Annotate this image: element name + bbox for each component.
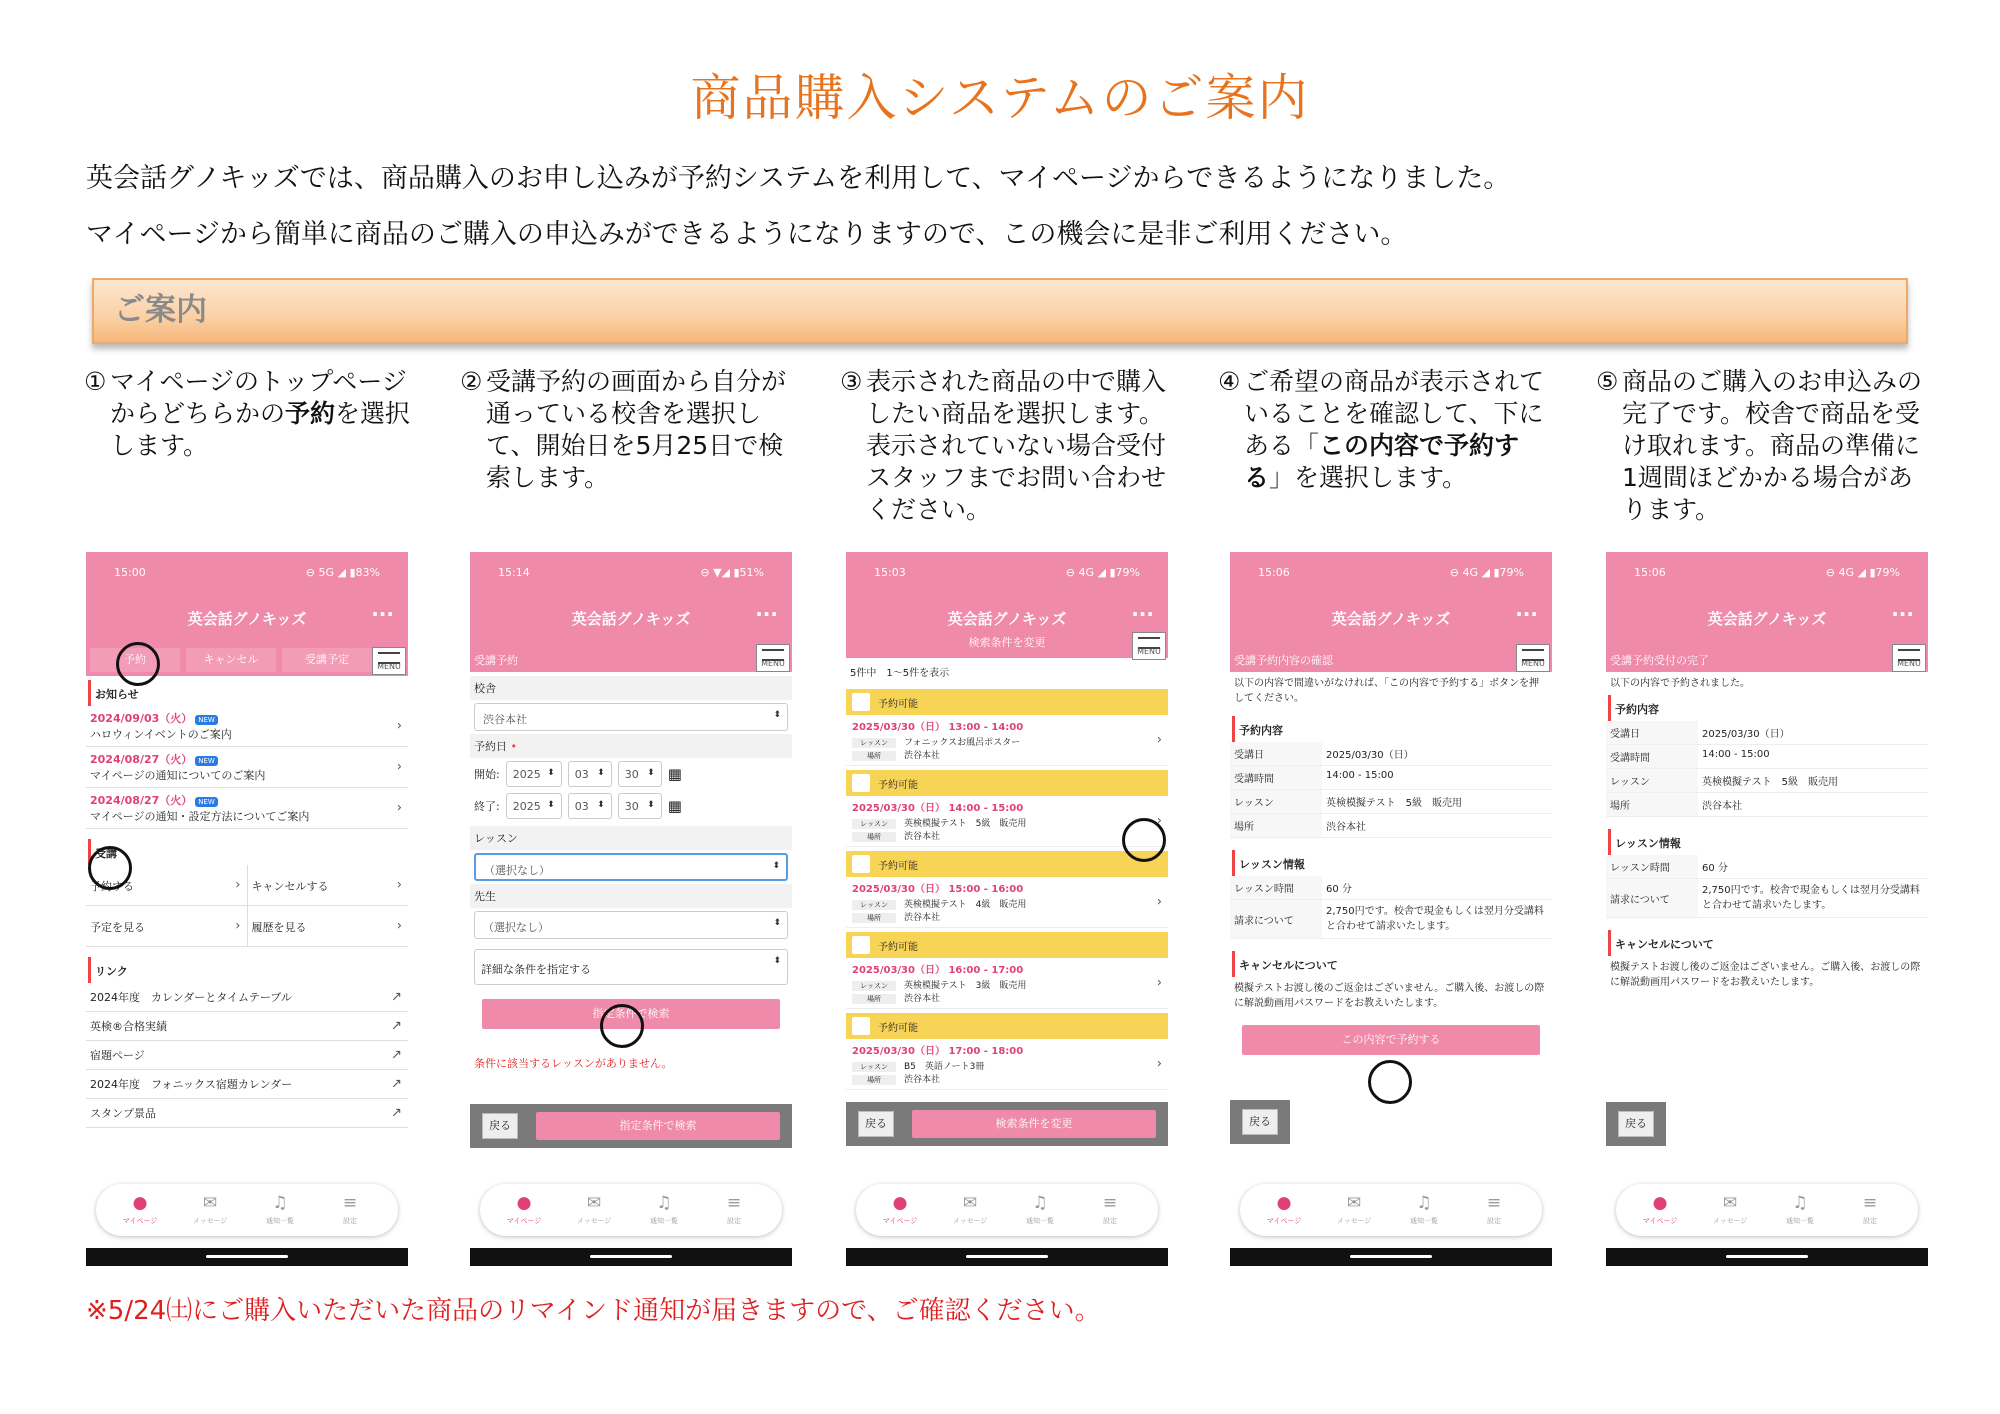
- teacher-select[interactable]: （選択なし） ⬍: [474, 911, 788, 939]
- step-number: ①: [84, 367, 107, 396]
- step-bold: この内容で予約する: [1244, 431, 1520, 492]
- availability-badge: 予約可能: [846, 770, 1168, 796]
- step-5: [1596, 366, 1926, 526]
- link-item[interactable]: 2024年度 フォニックス宿題カレンダー ↗: [86, 1070, 408, 1099]
- chevron-right-icon: ›: [1156, 975, 1162, 991]
- tag-lesson: レッスン: [852, 981, 896, 991]
- settings-icon: ≡: [1862, 1193, 1878, 1213]
- news-item[interactable]: 2024/08/27（火） NEW マイページの通知・設定方法についてご案内 ›: [86, 788, 408, 829]
- message-icon: ✉: [202, 1193, 218, 1213]
- step-text: を選択します。: [110, 399, 411, 460]
- nav-mypage[interactable]: ● マイページ: [494, 1190, 554, 1226]
- more-icon[interactable]: ···: [1515, 602, 1538, 626]
- phone-complete: [1606, 552, 1928, 1266]
- calendar-icon[interactable]: ▦: [667, 797, 682, 815]
- person-icon: ●: [1276, 1193, 1292, 1213]
- tab-cancel[interactable]: キャンセル: [186, 648, 276, 672]
- step-text: 」を選択します。: [1269, 463, 1468, 492]
- bottom-nav: [1240, 1184, 1542, 1236]
- calendar-icon[interactable]: ▦: [667, 765, 682, 783]
- bell-icon: ♫: [1416, 1193, 1432, 1213]
- home-indicator: [86, 1248, 408, 1266]
- school-label: 校舎: [470, 676, 792, 700]
- detail-row: 受講日 2025/03/30（日）: [1606, 721, 1928, 745]
- home-indicator: [846, 1248, 1168, 1266]
- nav-notice[interactable]: ♫ 通知一覧: [250, 1190, 310, 1226]
- section-cancel: キャンセルについて: [1232, 951, 1552, 977]
- status-icons: ⊖ 4G ◢ ▮79%: [1449, 566, 1524, 579]
- step-3: [840, 366, 1170, 526]
- detail-row: レッスン 英検模擬テスト 5級 販売用: [1230, 790, 1552, 814]
- lesson-date: 2025/03/30（日） 15:00 - 16:00: [852, 884, 1024, 895]
- detail-row: レッスン時間 60 分: [1230, 876, 1552, 900]
- app-title: 英会話グノキッズ: [947, 610, 1067, 628]
- step-number: ⑤: [1596, 367, 1619, 396]
- chevron-right-icon: ›: [396, 718, 402, 734]
- availability-badge: 予約可能: [846, 851, 1168, 877]
- section-news: お知らせ: [88, 680, 408, 706]
- lesson-label: レッスン: [470, 826, 792, 850]
- menu-button[interactable]: MENU: [1892, 644, 1926, 672]
- step-text: 受講予約の画面から自分が通っている校舎を選択して、開始日を5月25日で検索します。: [486, 367, 787, 492]
- lesson-date: 2025/03/30（日） 13:00 - 14:00: [852, 722, 1024, 733]
- person-icon: ●: [892, 1193, 908, 1213]
- step-number: ②: [460, 367, 483, 396]
- intro-line-2: マイページから簡単に商品のご購入の申込みができるようになりますので、この機会に是非ご利用ください。: [86, 219, 1408, 250]
- app-title: 英会話グノキッズ: [571, 610, 691, 628]
- highlight-circle: [116, 642, 160, 686]
- availability-badge: 予約可能: [846, 1013, 1168, 1039]
- detail-row: 受講時間 14:00 - 15:00: [1230, 766, 1552, 790]
- status-time: 15:03: [874, 566, 906, 579]
- end-date-row: 終了: 2025 ⬍ 03 ⬍ 30 ⬍ ▦: [470, 790, 792, 822]
- nav-mypage[interactable]: ● マイページ: [1254, 1190, 1314, 1226]
- nav-settings[interactable]: ≡ 設定: [1080, 1190, 1140, 1226]
- page-bar: [1606, 646, 1928, 672]
- link-item[interactable]: 英検®合格実績 ↗: [86, 1012, 408, 1041]
- confirm-button[interactable]: この内容で予約する: [1242, 1025, 1540, 1055]
- detail-row: 請求について 2,750円です。校舎で現金もしくは翌月分受講料と合わせて請求いたします。: [1606, 879, 1928, 918]
- external-link-icon: ↗: [391, 1076, 402, 1092]
- detail-row: 場所 渋谷本社: [1230, 814, 1552, 838]
- section-links: リンク: [88, 957, 408, 983]
- nav-message[interactable]: ✉ メッセージ: [180, 1190, 240, 1226]
- page-bar-title: 受講予約内容の確認: [1234, 654, 1333, 667]
- lesson-place: 渋谷本社: [904, 832, 941, 842]
- status-time: 15:06: [1258, 566, 1290, 579]
- home-indicator: [1230, 1248, 1552, 1266]
- change-filter-bar: [846, 628, 1168, 658]
- complete-intro: 以下の内容で予約されました。: [1610, 678, 1750, 689]
- lesson-date: 2025/03/30（日） 16:00 - 17:00: [852, 965, 1024, 976]
- external-link-icon: ↗: [391, 1105, 402, 1121]
- guide-banner: [92, 278, 1908, 344]
- bottom-nav: [480, 1184, 782, 1236]
- result-list: [846, 689, 1168, 1090]
- detail-toggle[interactable]: 詳細な条件を指定する ⬍: [474, 949, 788, 985]
- detail-row: レッスン時間 60 分: [1606, 855, 1928, 879]
- detail-row: 受講時間 14:00 - 15:00: [1606, 745, 1928, 769]
- news-item[interactable]: 2024/08/27（火） NEW マイページの通知についてのご案内 ›: [86, 747, 408, 788]
- lesson-card[interactable]: [846, 958, 1168, 1009]
- person-icon: ●: [516, 1193, 532, 1213]
- external-link-icon: ↗: [391, 1018, 402, 1034]
- intro-line-1: 英会話グノキッズでは、商品購入のお申し込みが予約システムを利用して、マイページからできるようになりました。: [86, 163, 1511, 194]
- footer-bar: [1606, 1102, 1666, 1146]
- link-item[interactable]: 宿題ページ ↗: [86, 1041, 408, 1070]
- phone-search: [470, 552, 792, 1266]
- link-item[interactable]: 2024年度 カレンダーとタイムテーブル ↗: [86, 983, 408, 1012]
- lesson-date: 2025/03/30（日） 14:00 - 15:00: [852, 803, 1024, 814]
- lesson-place: 渋谷本社: [904, 913, 941, 923]
- nav-notice[interactable]: ♫ 通知一覧: [1770, 1190, 1830, 1226]
- nav-notice[interactable]: ♫ 通知一覧: [1394, 1190, 1454, 1226]
- tab-reserve[interactable]: 予約: [90, 648, 180, 672]
- tag-place: 場所: [852, 913, 896, 923]
- home-indicator: [1606, 1248, 1928, 1266]
- tab-schedule[interactable]: 受講予定: [282, 648, 372, 672]
- nav-settings[interactable]: ≡ 設定: [1840, 1190, 1900, 1226]
- menu-button[interactable]: MENU: [1132, 632, 1166, 660]
- tag-place: 場所: [852, 832, 896, 842]
- chevron-right-icon: ›: [1156, 813, 1162, 829]
- step-1: [84, 366, 414, 462]
- step-text: ご希望の商品が表示されていることを確認して、下にある「: [1244, 367, 1545, 460]
- cancel-link[interactable]: キャンセルする ›: [251, 877, 402, 893]
- lesson-select[interactable]: （選択なし） ⬍: [474, 853, 788, 881]
- detail-row: 場所 渋谷本社: [1606, 793, 1928, 817]
- end-year[interactable]: 2025 ⬍: [506, 793, 562, 819]
- chevron-right-icon: ›: [1156, 1056, 1162, 1072]
- change-filter-button[interactable]: 検索条件を変更: [912, 1110, 1156, 1138]
- date-label: 予約日 •: [470, 734, 792, 758]
- nav-message[interactable]: ✉ メッセージ: [1700, 1190, 1760, 1226]
- status-icons: ⊖ 5G ◢ ▮83%: [305, 566, 380, 579]
- footer-bar: [846, 1102, 1168, 1146]
- cancel-policy: 模擬テストお渡し後のご返金はございません。ご購入後、お渡しの際に解説動画用パスワードをお教えいたします。: [1610, 962, 1921, 988]
- step-4: [1218, 366, 1548, 494]
- availability-badge: 予約可能: [846, 689, 1168, 715]
- tag-place: 場所: [852, 994, 896, 1004]
- back-button[interactable]: 戻る: [482, 1113, 518, 1139]
- status-icons: ⊖ 4G ◢ ▮79%: [1065, 566, 1140, 579]
- page-bar-title: 受講予約受付の完了: [1610, 654, 1709, 667]
- app-title: 英会話グノキッズ: [1331, 610, 1451, 628]
- step-number: ④: [1218, 367, 1241, 396]
- start-month[interactable]: 03 ⬍: [568, 761, 612, 787]
- lesson-name: B5 英語ノート3冊: [904, 1062, 985, 1072]
- menu-button[interactable]: MENU: [756, 644, 790, 672]
- start-date-row: 開始: 2025 ⬍ 03 ⬍ 30 ⬍ ▦: [470, 758, 792, 790]
- teacher-label: 先生: [470, 884, 792, 908]
- school-select[interactable]: 渋谷本社 ⬍: [474, 703, 788, 731]
- status-icons: ⊖ 4G ◢ ▮79%: [1825, 566, 1900, 579]
- bell-icon: ♫: [1792, 1193, 1808, 1213]
- highlight-circle: [600, 1004, 644, 1048]
- lesson-place: 渋谷本社: [904, 751, 941, 761]
- footer-bar: [1230, 1100, 1290, 1144]
- settings-icon: ≡: [342, 1193, 358, 1213]
- nav-mypage[interactable]: ● マイページ: [110, 1190, 170, 1226]
- chevron-right-icon: ›: [1156, 732, 1162, 748]
- lesson-place: 渋谷本社: [904, 994, 941, 1004]
- back-button[interactable]: 戻る: [1242, 1109, 1278, 1135]
- end-month[interactable]: 03 ⬍: [568, 793, 612, 819]
- detail-row: レッスン 英検模擬テスト 5級 販売用: [1606, 769, 1928, 793]
- section-cancel: キャンセルについて: [1608, 930, 1928, 956]
- page-bar: [470, 646, 792, 672]
- nav-settings[interactable]: ≡ 設定: [320, 1190, 380, 1226]
- lesson-name: 英検模擬テスト 4級 販売用: [904, 900, 1027, 910]
- highlight-circle: [88, 846, 132, 890]
- step-2: [460, 366, 800, 494]
- step-text: 商品のご購入のお申込みの完了です。校舎で商品を受け取れます。商品の準備に1週間ほどかかる場合があります。: [1622, 367, 1923, 524]
- tag-lesson: レッスン: [852, 1062, 896, 1072]
- status-icons: ⊖ ▼◢ ▮51%: [700, 566, 764, 579]
- cancel-policy: 模擬テストお渡し後のご返金はございません。ご購入後、お渡しの際に解説動画用パスワードをお教えいたします。: [1234, 983, 1545, 1009]
- chevron-right-icon: ›: [396, 800, 402, 816]
- status-time: 15:00: [114, 566, 146, 579]
- detail-row: 受講日 2025/03/30（日）: [1230, 742, 1552, 766]
- lesson-place: 渋谷本社: [904, 1075, 941, 1085]
- step-text: 表示された商品の中で購入したい商品を選択します。表示されていない場合受付スタッフまでお問い合わせください。: [866, 367, 1167, 524]
- reserve-link[interactable]: 予約する ›: [86, 865, 248, 905]
- section-lesson-info: レッスン情報: [1232, 850, 1552, 876]
- status-time: 15:14: [498, 566, 530, 579]
- person-icon: ●: [1652, 1193, 1668, 1213]
- reminder-note: ※5/24㈯にご購入いただいた商品のリマインド通知が届きますので、ご確認ください。: [86, 1296, 1101, 1326]
- message-icon: ✉: [586, 1193, 602, 1213]
- settings-icon: ≡: [1486, 1193, 1502, 1213]
- section-course: 受講: [88, 839, 408, 865]
- nav-mypage[interactable]: ● マイページ: [1630, 1190, 1690, 1226]
- lesson-card[interactable]: [846, 877, 1168, 928]
- nav-mypage[interactable]: ● マイページ: [870, 1190, 930, 1226]
- bell-icon: ♫: [656, 1193, 672, 1213]
- nav-notice[interactable]: ♫ 通知一覧: [634, 1190, 694, 1226]
- schedule-link[interactable]: 予定を見る ›: [86, 906, 248, 946]
- bottom-nav: [856, 1184, 1158, 1236]
- news-item[interactable]: 2024/09/03（火） NEW ハロウィンイベントのご案内 ›: [86, 706, 408, 747]
- person-icon: ●: [132, 1193, 148, 1213]
- change-filter-link[interactable]: 検索条件を変更: [968, 636, 1046, 649]
- start-year[interactable]: 2025 ⬍: [506, 761, 562, 787]
- detail-row: 請求について 2,750円です。校舎で現金もしくは翌月分受講料と合わせて請求いたします。: [1230, 900, 1552, 939]
- nav-settings[interactable]: ≡ 設定: [704, 1190, 764, 1226]
- lesson-card[interactable]: [846, 1039, 1168, 1090]
- search-button-footer[interactable]: 指定条件で検索: [536, 1112, 780, 1140]
- status-time: 15:06: [1634, 566, 1666, 579]
- tag-lesson: レッスン: [852, 738, 896, 748]
- lesson-card[interactable]: [846, 796, 1168, 847]
- link-item[interactable]: スタンプ景品 ↗: [86, 1099, 408, 1128]
- step-number: ③: [840, 367, 863, 396]
- bottom-nav: [96, 1184, 398, 1236]
- empty-message: 条件に該当するレッスンがありません。: [474, 1057, 673, 1070]
- nav-message[interactable]: ✉ メッセージ: [564, 1190, 624, 1226]
- more-icon[interactable]: ···: [755, 602, 778, 626]
- external-link-icon: ↗: [391, 989, 402, 1005]
- history-link[interactable]: 履歴を見る ›: [251, 918, 402, 934]
- lesson-date: 2025/03/30（日） 17:00 - 18:00: [852, 1046, 1024, 1057]
- page-bar: [1230, 646, 1552, 672]
- bell-icon: ♫: [1032, 1193, 1048, 1213]
- settings-icon: ≡: [1102, 1193, 1118, 1213]
- menu-button[interactable]: MENU: [372, 647, 406, 675]
- tag-place: 場所: [852, 1075, 896, 1085]
- result-count: 5件中 1〜5件を表示: [850, 668, 950, 679]
- lesson-name: フォニックスお風呂ポスター: [904, 738, 1021, 748]
- footer-bar: [470, 1104, 792, 1148]
- tag-lesson: レッスン: [852, 900, 896, 910]
- bell-icon: ♫: [272, 1193, 288, 1213]
- message-icon: ✉: [1346, 1193, 1362, 1213]
- step-bold: 予約: [285, 399, 336, 428]
- nav-message[interactable]: ✉ メッセージ: [1324, 1190, 1384, 1226]
- section-reservation: 予約内容: [1608, 695, 1928, 721]
- start-day[interactable]: 30 ⬍: [618, 761, 662, 787]
- banner-label: ご案内: [114, 292, 207, 328]
- page-title: 商品購入システムのご案内: [690, 69, 1310, 127]
- nav-message[interactable]: ✉ メッセージ: [940, 1190, 1000, 1226]
- message-icon: ✉: [962, 1193, 978, 1213]
- settings-icon: ≡: [726, 1193, 742, 1213]
- step-text: マイページのトップページからどちらかの: [110, 367, 407, 428]
- back-button[interactable]: 戻る: [858, 1111, 894, 1137]
- section-reservation: 予約内容: [1232, 716, 1552, 742]
- confirm-intro: 以下の内容で間違いがなければ、「この内容で予約する」ボタンを押してください。: [1234, 678, 1539, 704]
- highlight-circle: [1368, 1060, 1412, 1104]
- page-bar-title: 受講予約: [474, 654, 518, 667]
- external-link-icon: ↗: [391, 1047, 402, 1063]
- more-icon[interactable]: ···: [1891, 602, 1914, 626]
- home-indicator: [470, 1248, 792, 1266]
- message-icon: ✉: [1722, 1193, 1738, 1213]
- app-title: 英会話グノキッズ: [187, 610, 307, 628]
- lesson-card[interactable]: [846, 715, 1168, 766]
- phone-mypage: [86, 552, 408, 1266]
- end-day[interactable]: 30 ⬍: [618, 793, 662, 819]
- section-lesson-info: レッスン情報: [1608, 829, 1928, 855]
- highlight-circle: [1122, 818, 1166, 862]
- lesson-name: 英検模擬テスト 5級 販売用: [904, 819, 1027, 829]
- tag-lesson: レッスン: [852, 819, 896, 829]
- nav-settings[interactable]: ≡ 設定: [1464, 1190, 1524, 1226]
- app-title: 英会話グノキッズ: [1707, 610, 1827, 628]
- chevron-right-icon: ›: [1156, 894, 1162, 910]
- more-icon[interactable]: ···: [371, 602, 394, 626]
- back-button[interactable]: 戻る: [1618, 1111, 1654, 1137]
- availability-badge: 予約可能: [846, 932, 1168, 958]
- lesson-name: 英検模擬テスト 3級 販売用: [904, 981, 1027, 991]
- chevron-right-icon: ›: [396, 759, 402, 775]
- bottom-nav: [1616, 1184, 1918, 1236]
- nav-notice[interactable]: ♫ 通知一覧: [1010, 1190, 1070, 1226]
- search-button[interactable]: 指定条件で検索: [482, 999, 780, 1029]
- phone-results: [846, 552, 1168, 1266]
- more-icon[interactable]: ···: [1131, 602, 1154, 626]
- menu-button[interactable]: MENU: [1516, 644, 1550, 672]
- phone-confirm: [1230, 552, 1552, 1266]
- tag-place: 場所: [852, 751, 896, 761]
